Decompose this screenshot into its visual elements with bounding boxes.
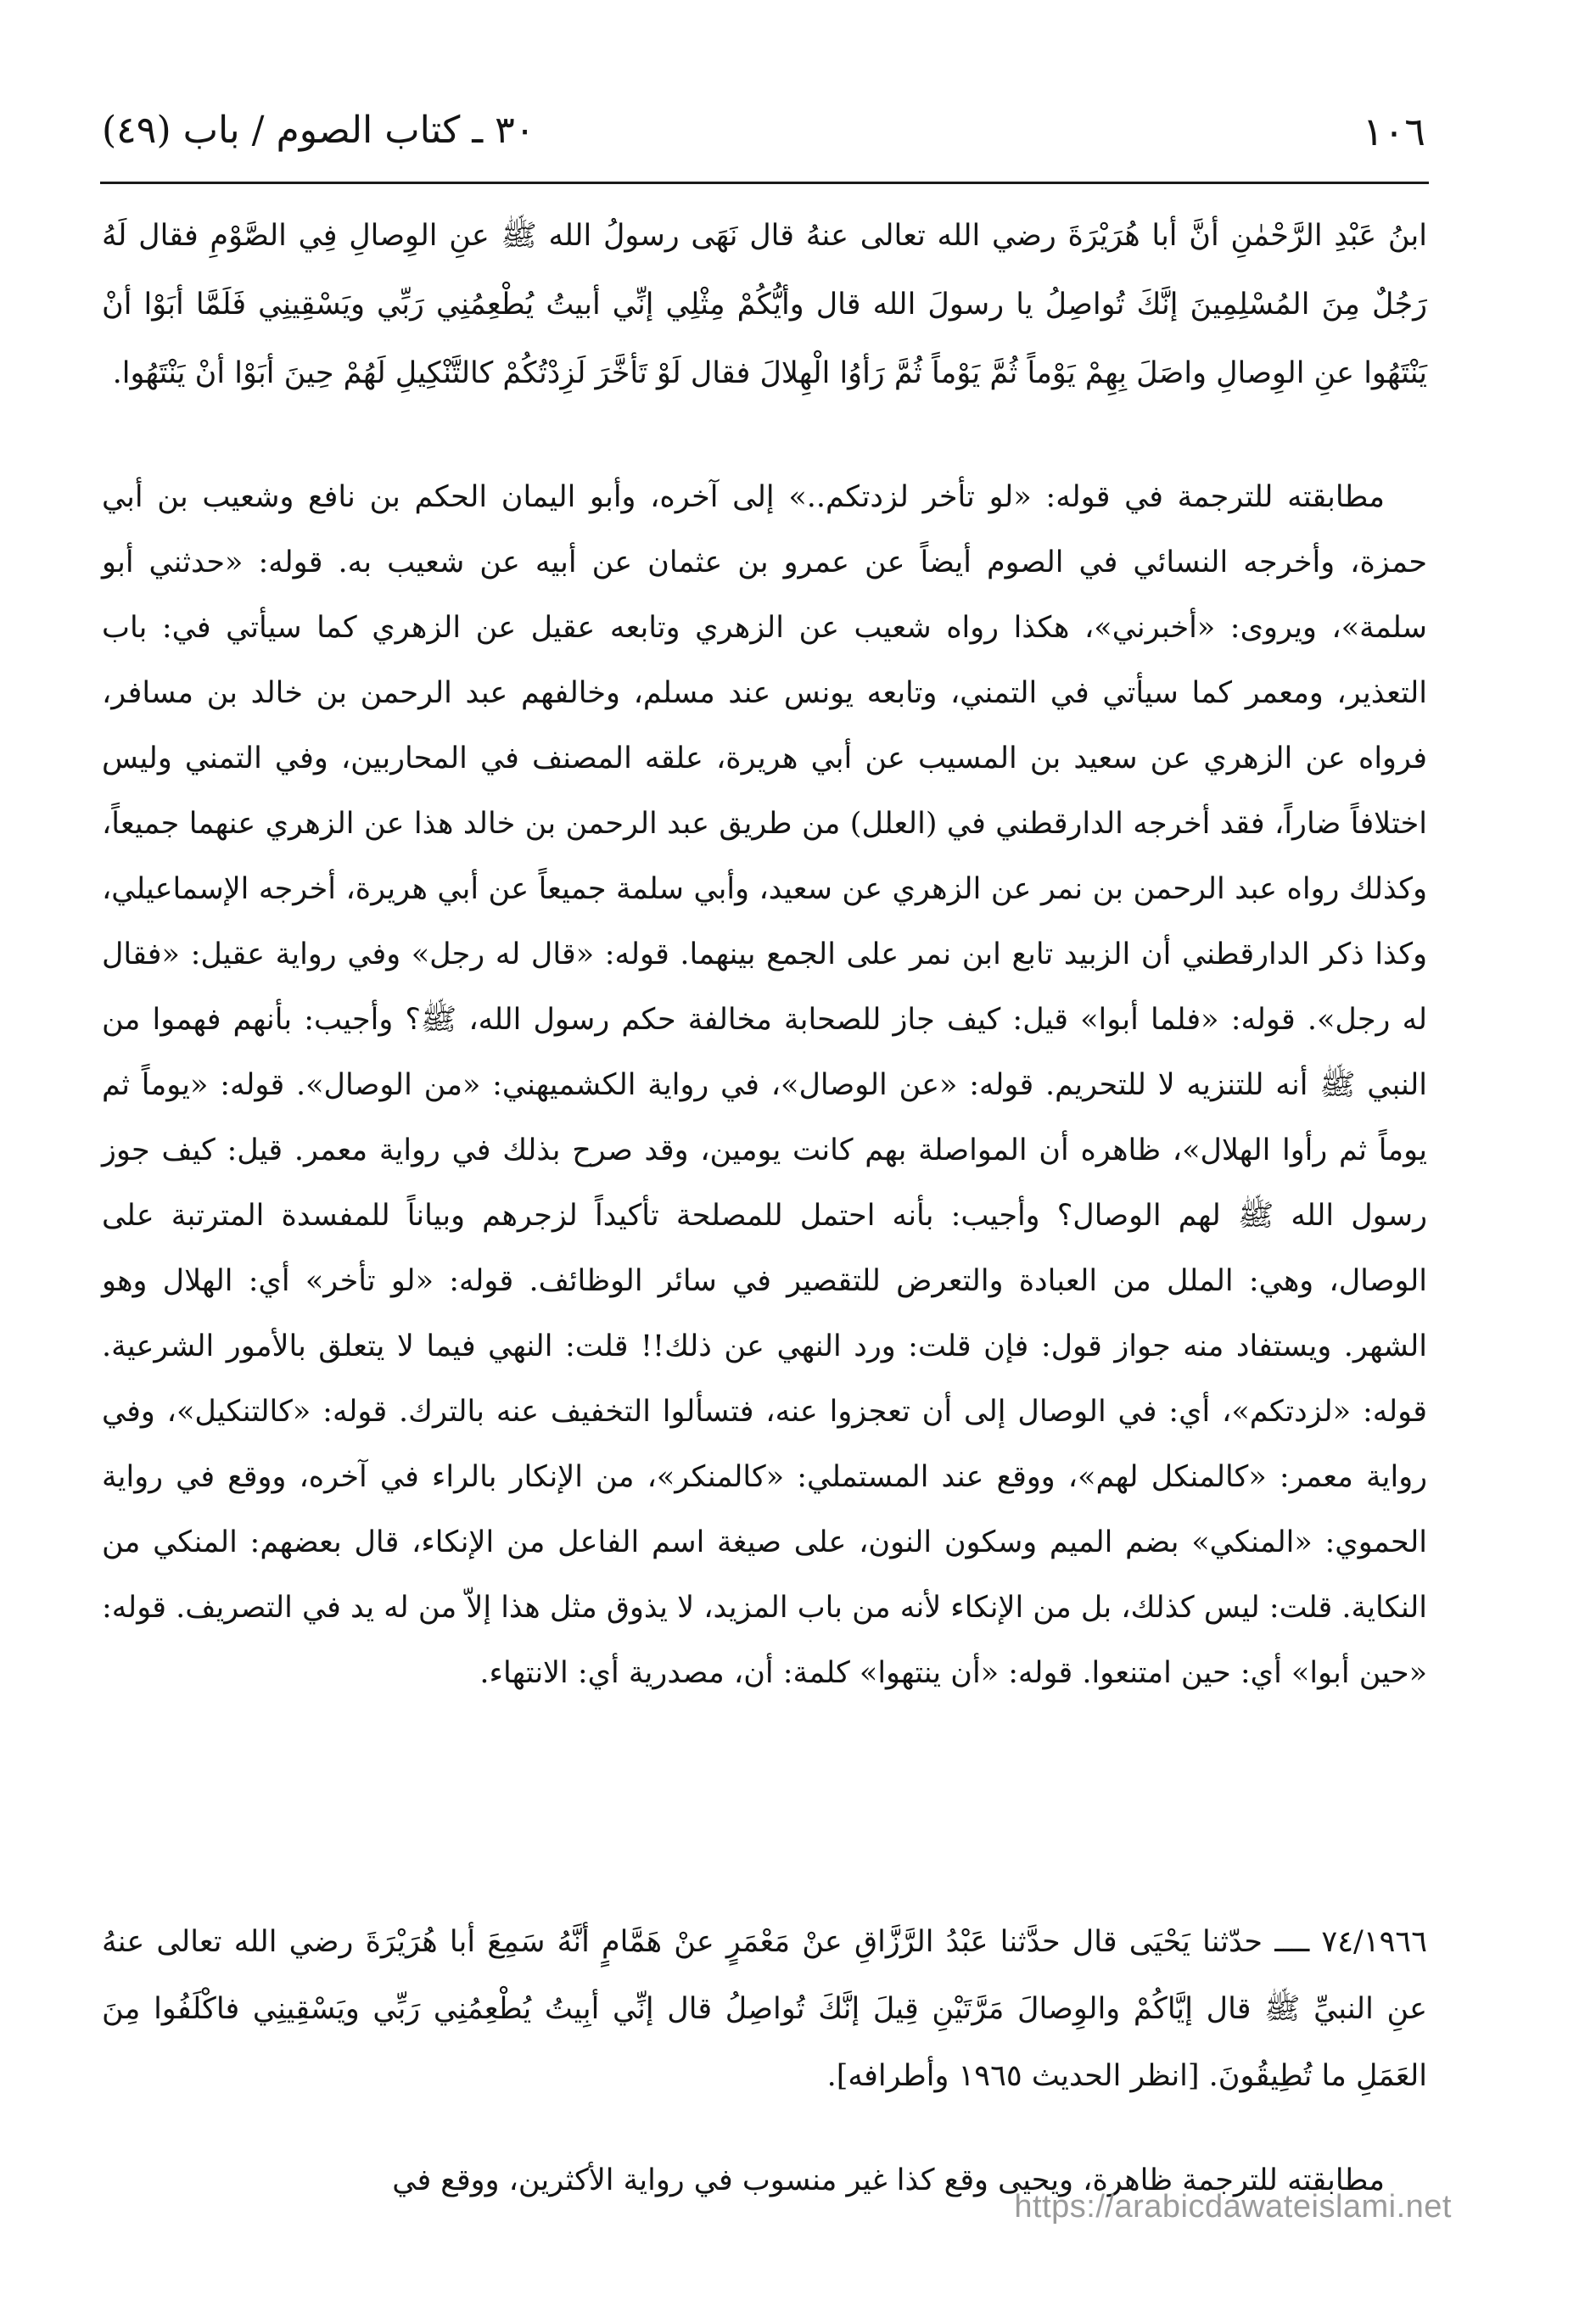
header-divider [100,182,1429,184]
chapter-title: ٣٠ ـ كتاب الصوم / باب (٤٩) [102,109,535,152]
commentary-paragraph: مطابقته للترجمة في قوله: «لو تأخر لزدتكم..» إلى آخره، وأبو اليمان الحكم بن نافع وشعيب بن أبي حمزة، وأخرجه النسائي في الصوم أيضاً عن عمرو بن عثمان عن أبيه عن شعيب به. قوله: «حدثني أبو سلمة»، ويروى: «أخبرني»، هكذا رواه شعيب عن الزهري وتابعه عقيل عن الزهري كما سيأتي في: باب التعذير، ومعمر كما سيأتي في التمني، وتابعه يونس عند مسلم، وخالفهم عبد الرحمن بن خالد بن مسافر، فرواه عن الزهري عن سعيد بن المسيب عن أبي هريرة، علقه المصنف في المحاربين، وفي التمني وليس اختلافاً ضاراً، فقد أخرجه الدارقطني في (العلل) من طريق عبد الرحمن بن خالد هذا عن الزهري عنهما جميعاً، وكذلك رواه عبد الرحمن بن نمر عن الزهري عن سعيد، وأبي سلمة جميعاً عن أبي هريرة، أخرجه الإسماعيلي، وكذا ذكر الدارقطني أن الزبيد تابع ابن نمر على الجمع بينهما. قوله: «قال له رجل» وفي رواية عقيل: «فقال له رجل». قوله: «فلما أبوا» قيل: كيف جاز للصحابة مخالفة حكم رسول الله، ﷺ؟ وأجيب: بأنهم فهموا من النبي ﷺ أنه للتنزيه لا للتحريم. قوله: «عن الوصال»، في رواية الكشميهني: «من الوصال». قوله: «يوماً ثم يوماً ثم رأوا الهلال»، ظاهره أن المواصلة بهم كانت يومين، وقد صرح بذلك في رواية معمر. قيل: كيف جوز رسول الله ﷺ لهم الوصال؟ وأجيب: بأنه احتمل للمصلحة تأكيداً لزجرهم وبياناً للمفسدة المترتبة على الوصال، وهي: الملل من العبادة والتعرض للتقصير في سائر الوظائف. قوله: «لو تأخر» أي: الهلال وهو الشهر. ويستفاد منه جواز قول: فإن قلت: ورد النهي عن ذلك!! قلت: النهي فيما لا يتعلق بالأمور الشرعية. قوله: «لزدتكم»، أي: في الوصال إلى أن تعجزوا عنه، فتسألوا التخفيف عنه بالترك. قوله: «كالتنكيل»، وفي رواية معمر: «كالمنكل لهم»، ووقع عند المستملي: «كالمنكر»، من الإنكار بالراء في آخره، ووقع في رواية الحموي: «المنكي» بضم الميم وسكون النون، على صيغة اسم الفاعل من الإنكاء، قال بعضهم: المنكي من النكاية. قلت: ليس كذلك، بل من الإنكاء لأنه من باب المزيد، لا يذوق مثل هذا إلاّ من له يد في التصريف. قوله: «حين أبوا» أي: حين امتنعوا. قوله: «أن ينتهوا» كلمة: أن، مصدرية أي: الانتهاء. [102,480,1427,1690]
commentary-block [102,465,1427,1706]
hadith-1966-paragraph: ٧٤/١٩٦٦ ــــ حدّثنا يَحْيَى قال حدَّثنا عَبْدُ الرَّزَّاقِ عنْ مَعْمَرٍ عنْ هَمَّامٍ أنَّهُ سَمِعَ أبا هُرَيْرَةَ رضي الله تعالى عنهُ عنِ النبيِّ ﷺ قال إيَّاكُمْ والوِصالَ مَرَّتَيْنِ قِيلَ إنَّكَ تُواصِلُ قال إنِّي أبِيتُ يُطْعِمُنِي رَبِّي ويَسْقِينِي فاكْلَفُوا مِنَ العَمَلِ ما تُطِيقُونَ. [انظر الحديث ١٩٦٥ وأطرافه]. [102,1925,1427,2093]
hadith-text-continued [102,202,1427,408]
page-number: ١٠٦ [1362,109,1425,154]
watermark-url: https://arabicdawateislami.net [1014,2189,1452,2225]
hadith-paragraph: ابنُ عَبْدِ الرَّحْمٰنِ أنَّ أبا هُرَيْرَةَ رضي الله تعالى عنهُ قال نَهَى رسولُ الله ﷺ عنِ الوِصالِ فِي الصَّوْمِ فقال لَهُ رَجُلٌ مِنَ المُسْلِمِينَ إنَّكَ تُواصِلُ يا رسولَ الله قال وأيُّكُمْ مِثْلِي إنِّي أبيتُ يُطْعِمُنِي رَبِّي ويَسْقِينِي فَلَمَّا أبَوْا أنْ يَنْتَهُوا عنِ الوِصالِ واصَلَ بِهِمْ يَوْماً ثُمَّ يَوْماً ثُمَّ رَأوُا الْهِلالَ فقال لَوْ تَأخَّرَ لَزِدْتُكُمْ كالتَّنْكِيلِ لَهُمْ حِينَ أبَوْا أنْ يَنْتَهُوا. [102,219,1427,390]
hadith-1966-block [102,1909,1427,2110]
commentary-paragraph-2: مطابقته للترجمة ظاهرة، ويحيى وقع كذا غير منسوب في رواية الأكثرين، ووقع في [392,2163,1385,2197]
page-header [102,109,1425,168]
